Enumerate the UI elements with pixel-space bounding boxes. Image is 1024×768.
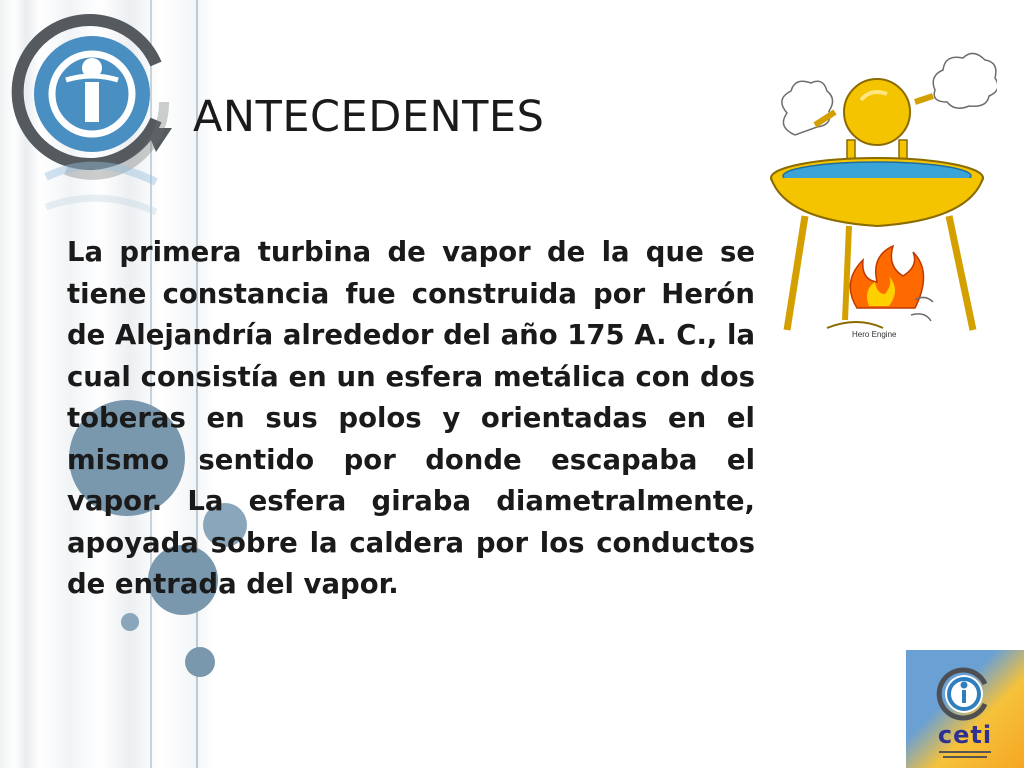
institution-emblem-icon bbox=[6, 2, 196, 252]
ceti-wordmark: ceti bbox=[937, 721, 993, 749]
ceti-small-text-line bbox=[939, 751, 991, 753]
figure-caption: Hero Engine bbox=[852, 330, 897, 339]
ceti-small-text-line bbox=[943, 756, 987, 758]
slide-title: ANTECEDENTES bbox=[193, 92, 545, 142]
ceti-emblem-icon bbox=[935, 664, 995, 724]
hero-engine-illustration-icon bbox=[765, 30, 997, 345]
decorative-dot bbox=[121, 613, 139, 631]
slide-body-text: La primera turbina de vapor de la que se tiene constancia fue construida por Herón de Alejandría alrededor del año 175 A. C., la cual consistía en un esfera metálica con dos toberas en sus polos y orientadas en el mismo sentido por donde escapaba el vapor. La esfera giraba diametralmente, apoyada sobre la caldera por los conductos de entrada del vapor. bbox=[67, 236, 755, 600]
ceti-logo bbox=[906, 650, 1024, 768]
decorative-dot bbox=[185, 647, 215, 677]
